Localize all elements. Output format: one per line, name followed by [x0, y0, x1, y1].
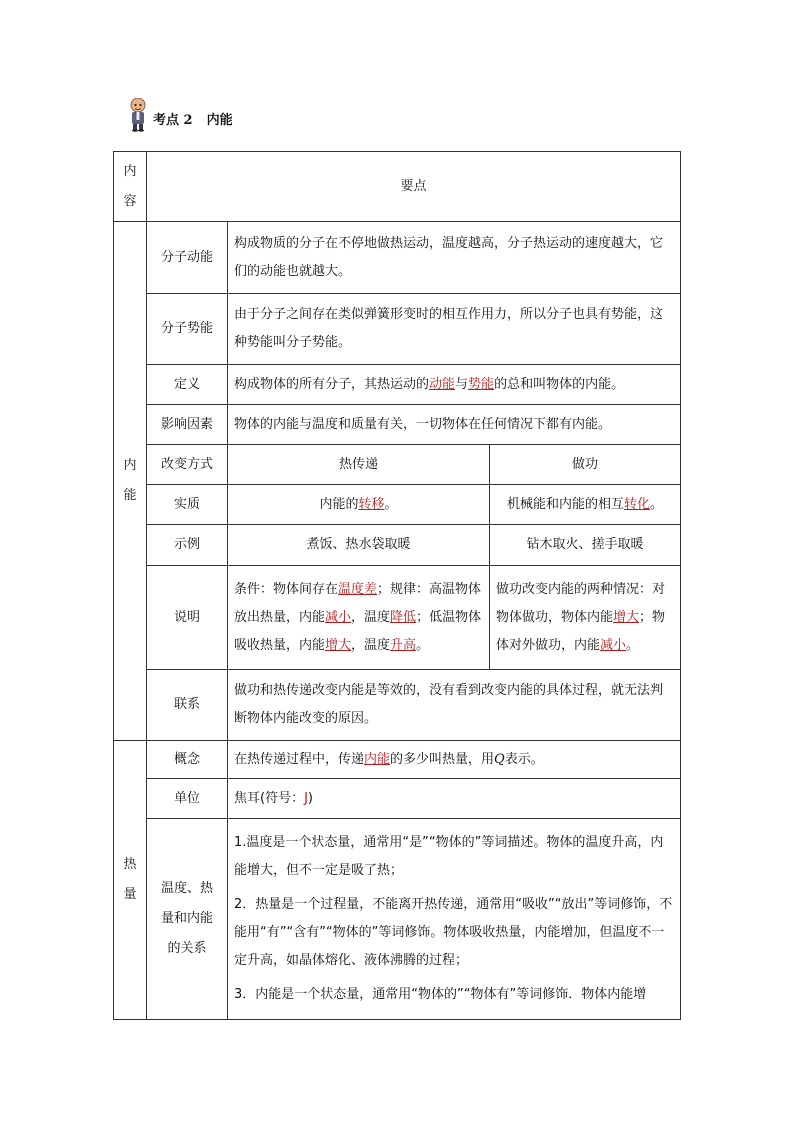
key-term: 降低 [390, 609, 417, 625]
row-term: 实质 [147, 485, 228, 525]
key-term: 转化 [624, 496, 651, 512]
key-term: 转移 [358, 496, 385, 512]
col-heat-transfer: 热传递 [228, 445, 490, 485]
row-term: 影响因素 [147, 405, 228, 445]
row-text: 物体的内能与温度和质量有关，一切物体在任何情况下都有内能。 [228, 405, 681, 445]
section-title [153, 112, 247, 130]
row-term: 温度、热量和内能的关系 [147, 819, 228, 1020]
section-number: 考点 2 [153, 113, 193, 128]
key-term: 内能 [364, 751, 391, 767]
table-row [114, 485, 681, 525]
row-text [228, 819, 681, 1020]
table-row [114, 779, 681, 819]
row-term: 示例 [147, 525, 228, 566]
old-man-icon [127, 98, 149, 132]
key-term: 温度差 [338, 581, 378, 597]
section-topic: 内能 [206, 113, 233, 128]
header-content-cell: 内容 [114, 152, 147, 222]
key-term: 增大 [325, 637, 352, 653]
row-text: 由于分子之间存在类似弹簧形变时的相互作用力，所以分子也具有势能，这种势能叫分子势能。 [228, 294, 681, 365]
section-label-heat: 热量 [114, 741, 147, 1020]
heat-transfer-cell: 条件：物体间存在温度差；规律：高温物体放出热量，内能减小，温度降低；低温物体吸收热量，内能增大，温度升高。 [228, 566, 490, 670]
col-work: 做功 [490, 445, 681, 485]
table-row [114, 365, 681, 405]
row-term: 定义 [147, 365, 228, 405]
heat-symbol: Q [494, 751, 505, 767]
header-points-cell: 要点 [147, 152, 681, 222]
table-row [114, 222, 681, 294]
row-text: 在热传递过程中，传递内能的多少叫热量，用Q表示。 [228, 741, 681, 779]
row-text: 构成物质的分子在不停地做热运动，温度越高，分子热运动的速度越大，它们的动能也就越大。 [228, 222, 681, 294]
table-row [114, 741, 681, 779]
key-term: J [304, 790, 308, 806]
row-term: 分子动能 [147, 222, 228, 294]
table-header-row [114, 152, 681, 222]
key-term: 减小 [600, 637, 627, 653]
note-paragraph: 3．内能是一个状态量，通常用“物体的”“物体有”等词修饰．物体内能增 [234, 987, 647, 1002]
knowledge-table [113, 151, 681, 1020]
table-row [114, 294, 681, 365]
row-term: 改变方式 [147, 445, 228, 485]
work-cell: 钻木取火、搓手取暖 [490, 525, 681, 566]
key-term: 增大 [613, 609, 640, 625]
table-row [114, 670, 681, 741]
table-row [114, 525, 681, 566]
row-term: 联系 [147, 670, 228, 741]
row-term: 分子势能 [147, 294, 228, 365]
section-heading [127, 98, 247, 132]
key-term: 势能 [468, 376, 495, 392]
row-text: 焦耳(符号：J) [228, 779, 681, 819]
key-term: 减小 [325, 609, 352, 625]
row-term: 单位 [147, 779, 228, 819]
table-row [114, 819, 681, 1020]
row-term: 说明 [147, 566, 228, 670]
key-term: 升高 [390, 637, 417, 653]
heat-transfer-cell: 内能的转移。 [228, 485, 490, 525]
row-text: 做功和热传递改变内能是等效的，没有看到改变内能的具体过程，就无法判断物体内能改变的原因。 [228, 670, 681, 741]
work-cell: 做功改变内能的两种情况：对物体做功，物体内能增大；物体对外做功，内能减小。 [490, 566, 681, 670]
section-label-internal-energy: 内能 [114, 222, 147, 741]
table-row [114, 405, 681, 445]
key-term: 动能 [429, 376, 456, 392]
row-term: 概念 [147, 741, 228, 779]
table-row [114, 566, 681, 670]
heat-transfer-cell: 煮饭、热水袋取暖 [228, 525, 490, 566]
note-paragraph: 2．热量是一个过程量，不能离开热传递，通常用“吸收”“放出”等词修饰，不能用“有”“含有”“物体的”等词修饰。物体吸收热量，内能增加，但温度不一定升高，如晶体熔化、液体沸腾的过程； [234, 897, 673, 968]
table-row [114, 445, 681, 485]
work-cell: 机械能和内能的相互转化。 [490, 485, 681, 525]
note-paragraph: 1.温度是一个状态量，通常用“是”“物体的”等词描述。物体的温度升高，内能增大，但不一定是吸了热； [234, 835, 664, 878]
row-text: 构成物体的所有分子，其热运动的动能与势能的总和叫物体的内能。 [228, 365, 681, 405]
